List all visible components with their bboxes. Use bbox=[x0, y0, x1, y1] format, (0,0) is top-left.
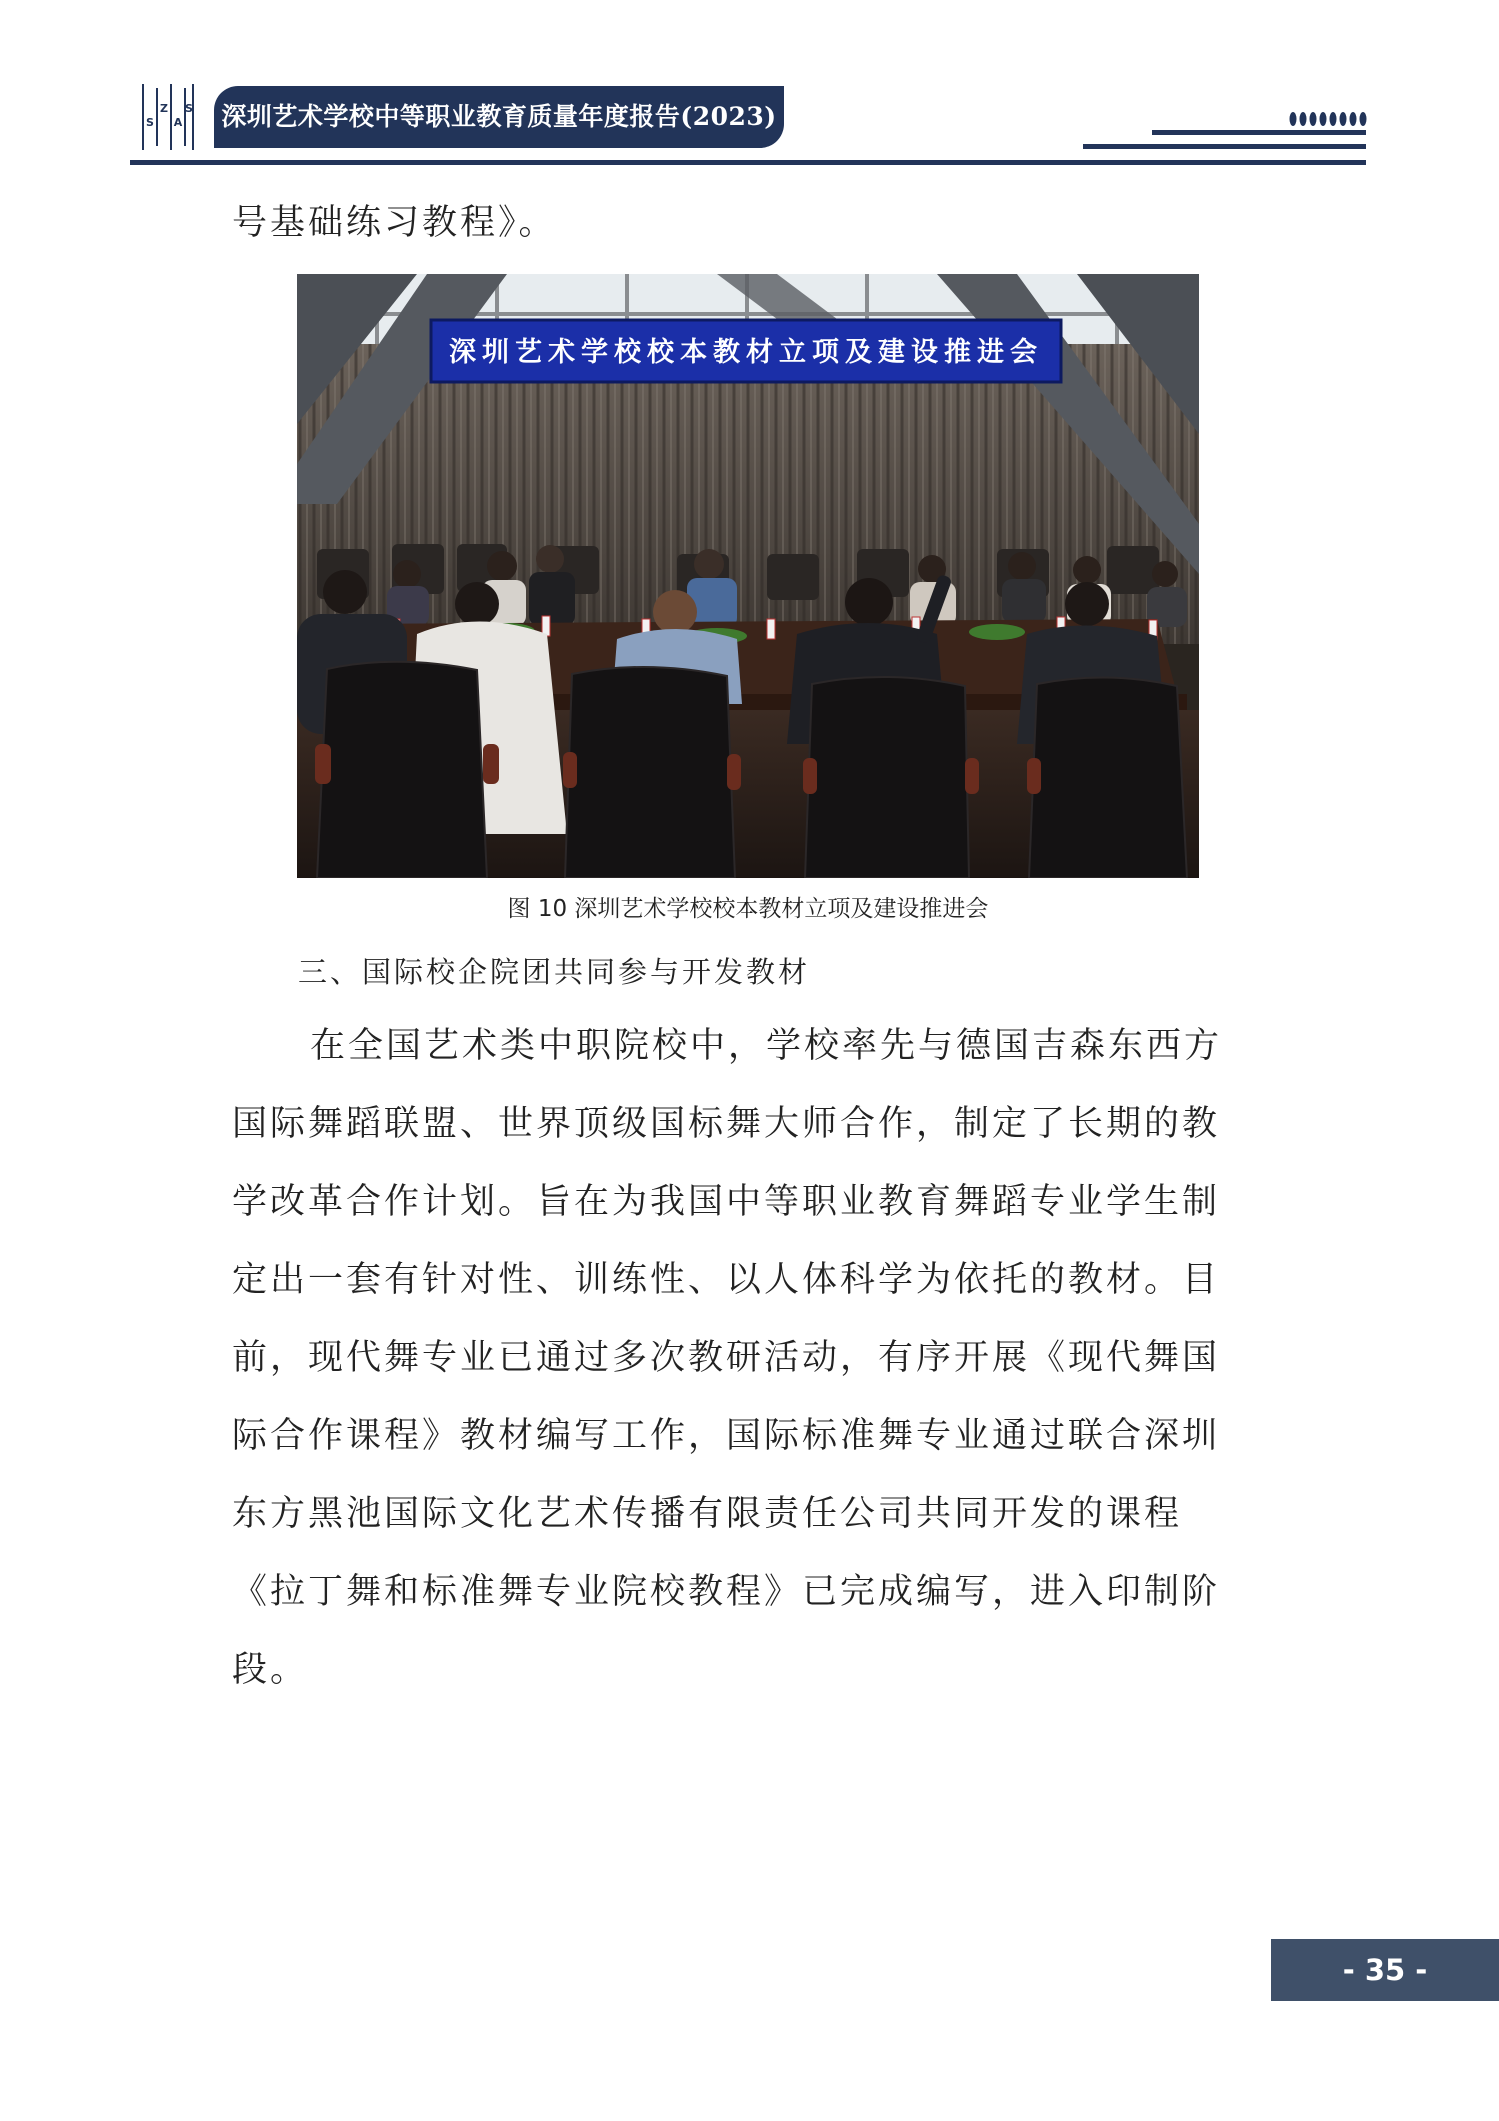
paragraph-line: 段。 bbox=[232, 1650, 309, 1690]
logo-letter: Z bbox=[160, 102, 168, 115]
paragraph-line: 在全国艺术类中职院校中，学校率先与德国吉森东西方 bbox=[310, 1026, 1223, 1066]
led-banner-text: 深圳艺术学校校本教材立项及建设推进会 bbox=[449, 337, 1043, 368]
meeting-photo-illustration bbox=[297, 274, 1199, 878]
intro-line: 号基础练习教程》。 bbox=[232, 203, 557, 243]
page-number: - 35 - bbox=[1271, 1939, 1499, 2001]
header-rule bbox=[1083, 144, 1366, 149]
school-logo bbox=[140, 82, 196, 152]
logo-letter: S bbox=[146, 116, 154, 129]
logo-letter: S bbox=[185, 102, 193, 115]
section-heading: 三、国际校企院团共同参与开发教材 bbox=[298, 955, 811, 989]
header-dots-decoration bbox=[1288, 111, 1368, 127]
paragraph-line: 《拉丁舞和标准舞专业院校教程》已完成编写，进入印制阶 bbox=[232, 1572, 1221, 1612]
paragraph-line: 学改革合作计划。旨在为我国中等职业教育舞蹈专业学生制 bbox=[232, 1182, 1221, 1222]
logo-letter: A bbox=[173, 116, 183, 129]
report-title: 深圳艺术学校中等职业教育质量年度报告(2023) bbox=[214, 86, 784, 148]
paragraph-line: 国际舞蹈联盟、世界顶级国标舞大师合作，制定了长期的教 bbox=[232, 1104, 1221, 1144]
paragraph-line: 定出一套有针对性、训练性、以人体科学为依托的教材。目 bbox=[232, 1260, 1221, 1300]
paragraph-line: 东方黑池国际文化艺术传播有限责任公司共同开发的课程 bbox=[232, 1494, 1183, 1534]
header-rule bbox=[130, 160, 1366, 165]
meeting-photo bbox=[297, 274, 1199, 878]
figure-caption: 图 10 深圳艺术学校校本教材立项及建设推进会 bbox=[507, 896, 989, 922]
header-rule bbox=[1152, 130, 1366, 135]
paragraph-line: 前，现代舞专业已通过多次教研活动，有序开展《现代舞国 bbox=[232, 1338, 1221, 1378]
paragraph-line: 际合作课程》教材编写工作，国际标准舞专业通过联合深圳 bbox=[232, 1416, 1221, 1456]
